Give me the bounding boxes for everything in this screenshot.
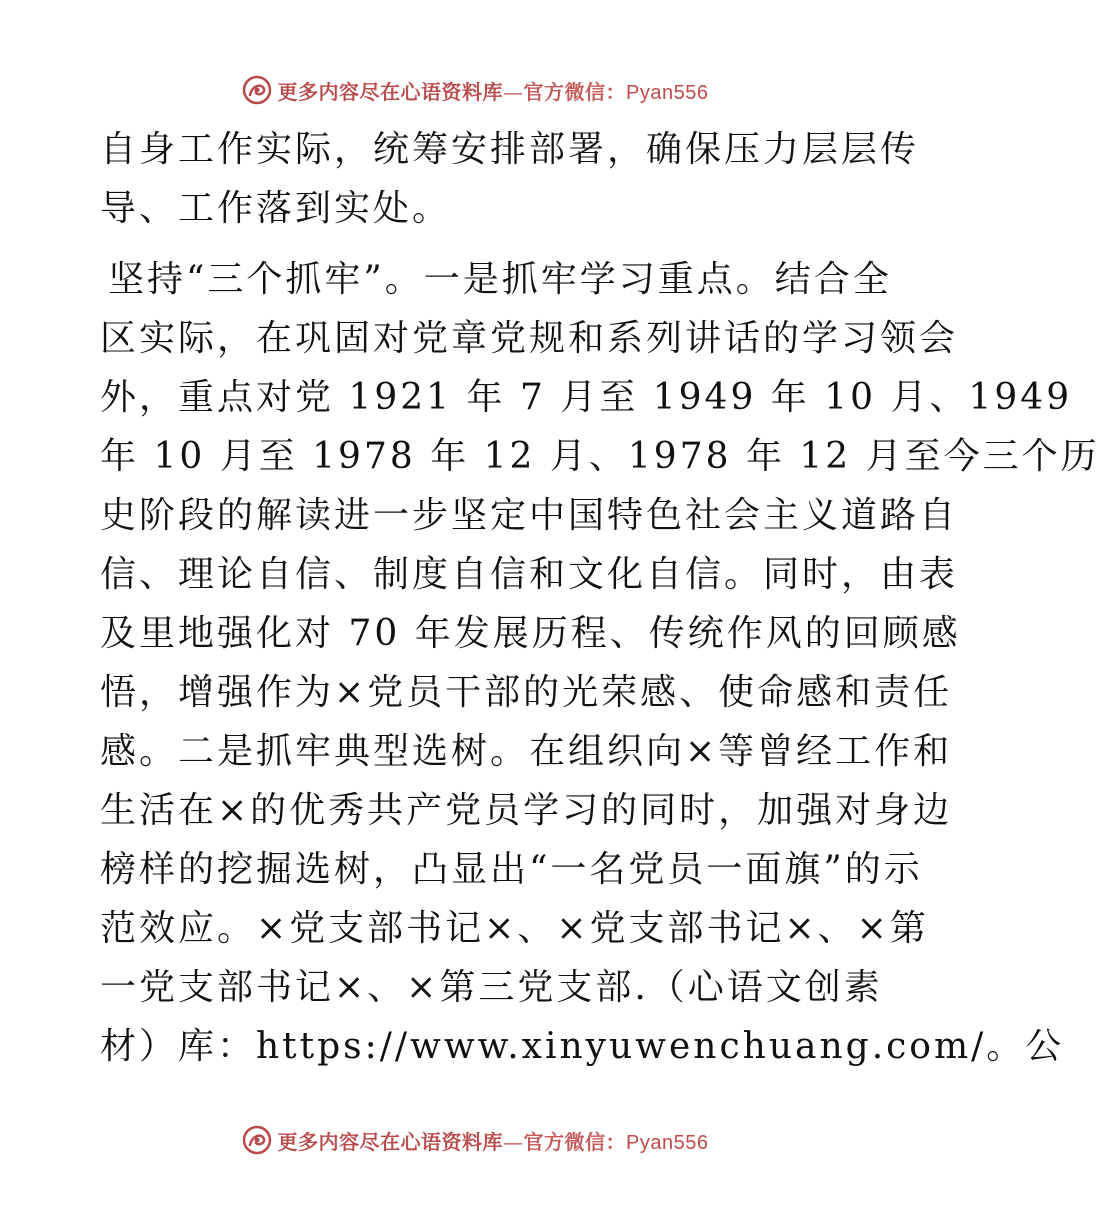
watermark-dash: — — [503, 79, 524, 104]
text-line: 材）库：https://www.xinyuwenchuang.com/。公 — [100, 1026, 1065, 1067]
paragraph-1 — [100, 120, 920, 238]
paragraph-2 — [100, 250, 1100, 1076]
watermark-dash: — — [503, 1129, 524, 1154]
text-line: 信、理论自信、制度自信和文化自信。同时，由表 — [100, 554, 959, 595]
red-swirl-logo-icon — [242, 1125, 272, 1155]
watermark-wechat-id: Pyan556 — [626, 1131, 709, 1154]
text-line: 感。二是抓牢典型选树。在组织向×等曾经工作和 — [100, 731, 953, 772]
watermark-main-text: 更多内容尽在心语资料库 — [277, 1129, 504, 1154]
text-line: 及里地强化对 70 年发展历程、传统作风的回顾感 — [100, 613, 961, 654]
red-swirl-logo-icon — [242, 75, 272, 105]
watermark-label: 官方微信： — [523, 1129, 627, 1154]
text-line: 生活在×的优秀共产党员学习的同时，加强对身边 — [100, 790, 953, 831]
watermark-main-text: 更多内容尽在心语资料库 — [277, 79, 504, 104]
footer-watermark-banner — [0, 1120, 950, 1160]
watermark-wechat-id: Pyan556 — [626, 81, 709, 104]
watermark-label: 官方微信： — [523, 79, 627, 104]
text-line: 一党支部书记×、×第三党支部.（心语文创素 — [100, 967, 883, 1008]
watermark-text — [278, 1126, 709, 1155]
watermark-text — [278, 76, 709, 105]
text-line: 悟，增强作为×党员干部的光荣感、使命感和责任 — [100, 672, 953, 713]
text-line: 榜样的挖掘选树，凸显出“一名党员一面旗”的示 — [100, 849, 923, 890]
text-line: 史阶段的解读进一步坚定中国特色社会主义道路自 — [100, 495, 959, 536]
header-watermark-banner — [0, 70, 950, 110]
text-line: 导、工作落到实处。 — [100, 188, 452, 229]
text-line: 区实际，在巩固对党章党规和系列讲话的学习领会 — [100, 318, 959, 359]
text-line: 范效应。×党支部书记×、×党支部书记×、×第 — [100, 908, 929, 949]
text-line: 年 10 月至 1978 年 12 月、1978 年 12 月至今三个历 — [100, 436, 1100, 477]
text-line: 外，重点对党 1921 年 7 月至 1949 年 10 月、1949 — [100, 377, 1073, 418]
text-line: 自身工作实际，统筹安排部署，确保压力层层传 — [100, 129, 920, 170]
text-line: 坚持“三个抓牢”。一是抓牢学习重点。结合全 — [108, 259, 892, 300]
document-body — [100, 120, 1100, 1076]
